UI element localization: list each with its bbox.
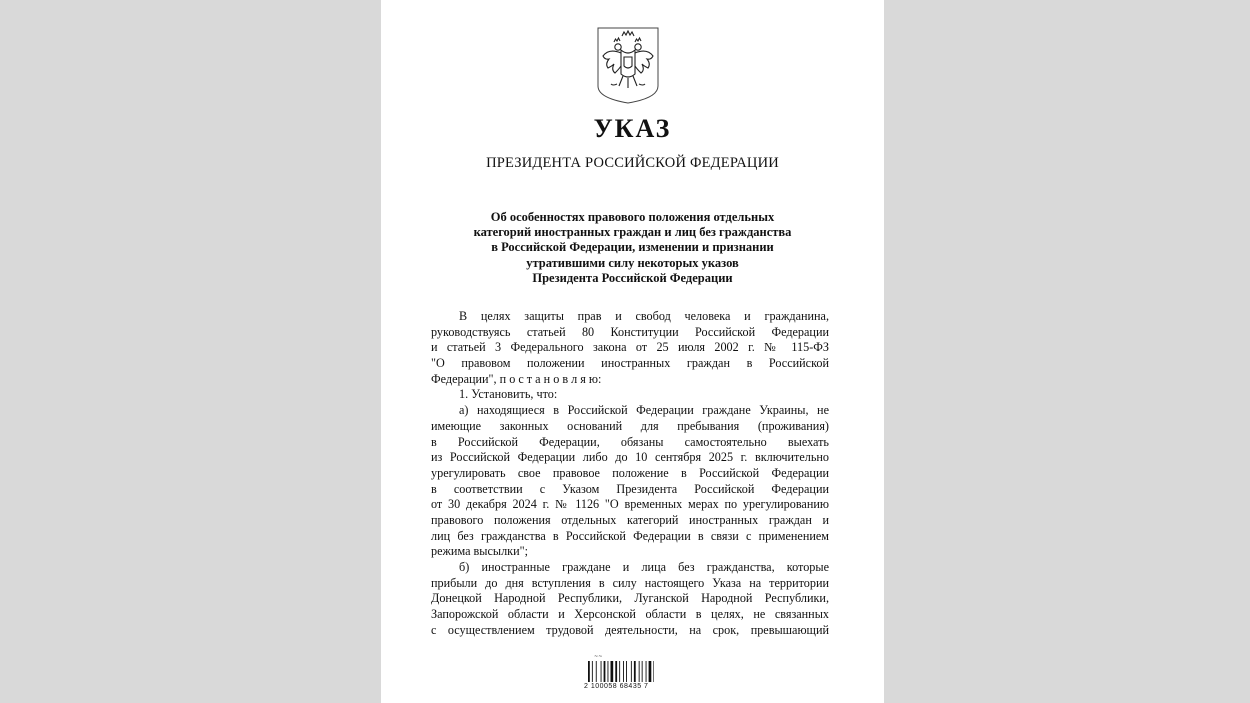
barcode-bar bbox=[646, 661, 647, 682]
body-line: руководствуясь статьей 80 Конституции Российской Федерации bbox=[431, 324, 829, 339]
barcode-bar bbox=[608, 661, 609, 682]
body-line: в Российской Федерации, обязаны самостоятельно выехать bbox=[431, 434, 829, 449]
body-line: с осуществлением трудовой деятельности, на срок, превышающий bbox=[431, 622, 829, 637]
body-line: Федерации", п о с т а н о в л я ю: bbox=[431, 371, 602, 386]
body-line: Донецкой Народной Республики, Луганской Народной Республики, bbox=[431, 591, 829, 606]
body-line: а) находящиеся в Российской Федерации граждане Украины, не bbox=[459, 403, 829, 418]
barcode-bar bbox=[639, 661, 640, 682]
barcode-bar bbox=[611, 661, 614, 682]
barcode-bar bbox=[634, 661, 636, 682]
double-headed-eagle-emblem-icon bbox=[595, 26, 661, 104]
document-page bbox=[381, 0, 884, 703]
heading-line: утратившими силу некоторых указов bbox=[526, 255, 739, 270]
body-line: и статьей 3 Федерального закона от 25 июля 2002 г. № 115-ФЗ bbox=[431, 340, 829, 355]
body-line: "О правовом положении иностранных граждан в Российской bbox=[431, 356, 829, 371]
barcode-bar bbox=[653, 661, 654, 682]
document-heading bbox=[441, 210, 824, 286]
barcode-bar bbox=[649, 661, 652, 682]
body-line: из Российской Федерации либо до 10 сентября 2025 г. включительно bbox=[431, 450, 829, 465]
heading-line: в Российской Федерации, изменении и признании bbox=[491, 240, 774, 255]
barcode-bar bbox=[588, 661, 590, 682]
svg-text:~~: ~~ bbox=[594, 654, 603, 660]
body-line: урегулировать свое правовое положение в Российской Федерации bbox=[431, 465, 829, 480]
body-line: 1. Установить, что: bbox=[459, 387, 558, 402]
document-body bbox=[431, 309, 829, 638]
body-line: б) иностранные граждане и лица без гражданства, которые bbox=[459, 560, 829, 574]
heading-line: категорий иностранных граждан и лиц без гражданства bbox=[473, 225, 792, 240]
barcode-bar bbox=[596, 661, 597, 682]
body-line: режима высылки"; bbox=[431, 544, 528, 559]
barcode-bar bbox=[626, 661, 627, 682]
barcode-bar bbox=[604, 661, 606, 682]
barcode-icon bbox=[584, 652, 654, 698]
barcode-bar bbox=[601, 661, 602, 682]
body-line: имеющие законных оснований для пребывания (проживания) bbox=[431, 418, 829, 433]
barcode-bar bbox=[623, 661, 624, 682]
body-line: прибыли до дня вступления в силу настоящего Указа на территории bbox=[431, 575, 829, 590]
barcode-bar bbox=[619, 661, 620, 682]
barcode-number: 2 100058 68435 7 bbox=[584, 683, 649, 690]
body-line: В целях защиты прав и свобод человека и гражданина, bbox=[459, 309, 829, 323]
document-title: УКАЗ bbox=[593, 114, 672, 143]
barcode-bar bbox=[592, 661, 593, 682]
document-subtitle: ПРЕЗИДЕНТА РОССИЙСКОЙ ФЕДЕРАЦИИ bbox=[486, 155, 779, 171]
body-line: лиц без гражданства в Российской Федерации в связи с применением bbox=[431, 528, 829, 543]
body-line: в соответствии с Указом Президента Российской Федерации bbox=[431, 481, 829, 496]
body-line: правового положения отдельных категорий иностранных граждан и bbox=[431, 512, 829, 527]
heading-line: Президента Российской Федерации bbox=[532, 270, 733, 285]
barcode-bar bbox=[615, 661, 617, 682]
barcode-bar bbox=[631, 661, 632, 682]
heading-line: Об особенностях правового положения отдельных bbox=[490, 210, 775, 224]
body-line: от 30 декабря 2024 г. № 1126 "О временных мерах по урегулированию bbox=[431, 497, 829, 512]
body-line: Запорожской области и Херсонской области в целях, не связанных bbox=[431, 607, 829, 622]
barcode-bar bbox=[642, 661, 643, 682]
